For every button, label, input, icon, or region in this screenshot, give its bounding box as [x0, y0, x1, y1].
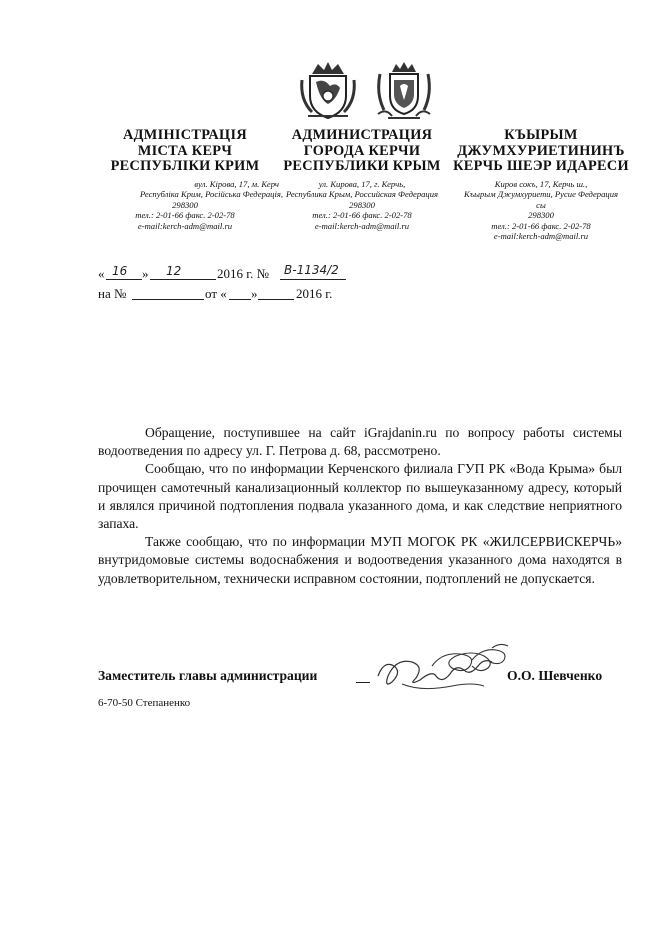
header-ua-title-line-3: РЕСПУБЛІКИ КРИМ [110, 158, 260, 174]
reference-close-quote: » [142, 266, 149, 281]
header-ua-address-line: e-mail:kerch-adm@mail.ru [137, 220, 233, 231]
reference-open-quote: « [98, 266, 105, 281]
header-russian-block [262, 128, 462, 231]
incoming-reference-line [98, 284, 358, 302]
month-underline [150, 279, 216, 280]
header-ukrainian-block [85, 128, 285, 231]
ot-label: от « [205, 286, 227, 301]
header-crh-address-line: Киров сокъ, 17, Керчь ш., [494, 178, 588, 189]
reference-close-quote-2: » [251, 286, 258, 301]
header-ru-title-line-2: ГОРОДА КЕРЧИ [303, 142, 421, 159]
reference-day: 16 [112, 264, 128, 278]
reference-month: 12 [166, 264, 182, 278]
header-crh-address [441, 179, 641, 243]
header-ua-title-line-2: МІСТА КЕРЧ [137, 142, 233, 159]
header-ru-address-line: Республика Крым, Российская Федерация [285, 189, 439, 200]
kerch-coat-of-arms-emblem [372, 60, 436, 122]
incoming-number-blank [132, 299, 204, 300]
header-ua-address-line: Республіка Крим, Російська Федерація, [139, 189, 283, 200]
header-ru-address-line: тел.: 2-01-66 факс. 2-02-78 [312, 210, 412, 221]
header-crh-address-line: Къырым Джумхуриети, Русие Федерация [464, 189, 618, 200]
body-paragraph: Сообщаю, что по информации Керченского филиала ГУП РК «Вода Крыма» был прочищен самотечный канализационный коллектор по вышеуказанному адресу, который и являлся причиной подтопления подвала указанного дома, и как следствие неприятного запаха. [98, 461, 622, 532]
outgoing-reference-line [98, 264, 358, 282]
header-ru-address-line: ул. Кирова, 17, г. Керчь, [318, 178, 406, 189]
reference-year-text: 2016 г. № [217, 266, 270, 281]
header-ua-address-line: 298300 [172, 199, 198, 210]
header-ru-title-line-1: АДМИНИСТРАЦИЯ [291, 127, 433, 143]
header-ru-address [262, 179, 462, 232]
reference-year-text-2: 2016 г. [296, 286, 333, 301]
header-crh-address-line: тел.: 2-01-66 факс. 2-02-78 [491, 220, 591, 231]
number-underline [280, 279, 346, 280]
letter-body [98, 424, 622, 588]
header-ua-address-line: вул. Кірова, 17, м. Керч [194, 178, 279, 189]
body-paragraph: Также сообщаю, что по информации МУП МОГОК РК «ЖИЛСЕРВИСКЕРЧЬ» внутридомовые системы водоснабжения и водоотведения указанного дома находятся в удовлетворительном, технически исправном состоянии, подтоплений не допускается. [98, 534, 622, 586]
crimea-coat-of-arms-emblem [298, 60, 358, 122]
header-crh-title-line-3: КЕРЧЬ ШЕЭР ИДАРЕСИ [453, 158, 629, 174]
signatory-name: О.О. Шевченко [507, 668, 603, 683]
header-crh-address-line: сы [536, 199, 546, 210]
header-ua-address-line: тел.: 2-01-66 факс. 2-02-78 [135, 210, 235, 221]
reference-number: В-1134/2 [284, 263, 339, 277]
header-ru-title-line-3: РЕСПУБЛИКИ КРЫМ [283, 158, 441, 174]
body-paragraph: Обращение, поступившее на сайт iGrajdanin.ru по вопросу работы системы водоотведения по адресу ул. Г. Петрова д. 68, рассмотрено. [98, 425, 622, 459]
header-ru-address-line: 298300 [349, 199, 375, 210]
header-ua-title-line-1: АДМІНІСТРАЦІЯ [123, 127, 247, 143]
handwritten-signature [372, 636, 522, 698]
incoming-month-blank [258, 299, 294, 300]
header-ru-address-line: e-mail:kerch-adm@mail.ru [314, 220, 410, 231]
signatory-position: Заместитель главы администрации [98, 668, 318, 683]
header-crimean-tatar-block [441, 128, 641, 242]
header-crh-address-line: e-mail:kerch-adm@mail.ru [493, 231, 589, 242]
incoming-day-blank [229, 299, 251, 300]
day-underline [106, 279, 142, 280]
header-crh-title-line-2: ДЖУМХУРИЕТИНИНЪ [457, 142, 625, 159]
na-label: на № [98, 286, 127, 301]
header-crh-address-line: 298300 [528, 210, 554, 221]
signature-underline [356, 682, 370, 683]
executor-note: 6-70-50 Степаненко [98, 697, 191, 709]
header-crh-title-line-1: КЪЫРЫМ [504, 127, 578, 143]
header-ua-address [85, 179, 285, 232]
